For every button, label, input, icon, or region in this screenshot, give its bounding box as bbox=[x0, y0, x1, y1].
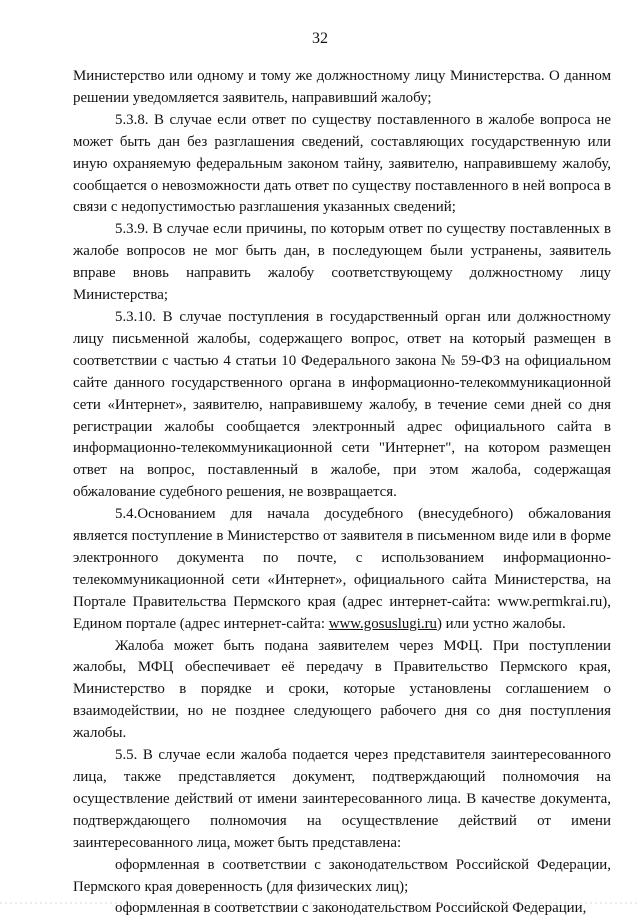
paragraph-1: Министерство или одному и тому же должностному лицу Министерства. О данном решении уведомляется заявитель, направивший жалобу; bbox=[73, 68, 611, 106]
paragraph-5-4-text-after: ) или устно жалобы. bbox=[436, 615, 566, 632]
paragraph-5-5: 5.5. В случае если жалоба подается через представителя заинтересованного лица, также представляется документ, подтверждающий полномочия на осуществление действий от имени заинтересованного лица. В качестве документа, подтверждающего полномочия на осуществление действий от имени заинтересованного лица, может быть представлена: bbox=[73, 747, 611, 851]
paragraph-5-3-8: 5.3.8. В случае если ответ по существу поставленного в жалобе вопроса не может быть дан без разглашения сведений, составляющих государственную или иную охраняемую федеральным законом тайну, заявителю, направившему жалобу, сообщается о невозможности дать ответ по существу поставленного в ней вопроса в связи с недопустимостью разглашения указанных сведений; bbox=[73, 111, 611, 216]
document-body bbox=[73, 66, 611, 920]
gosuslugi-link[interactable]: www.gosuslugi.ru bbox=[328, 615, 437, 632]
paragraph-5-4 bbox=[73, 504, 611, 635]
scan-edge-marks bbox=[0, 893, 640, 905]
paragraph-5-3-10: 5.3.10. В случае поступления в государственный орган или должностному лицу письменной жалобы, содержащего вопрос, ответ на который размещен в соответствии с частью 4 статьи 10 Федерального закона № 59-ФЗ на официальном сайте данного государственного органа в информационно-телекоммуникационной сети «Интернет», заявителю, направившему жалобу, в течение семи дней со дня регистрации жалобы сообщается электронный адрес официального сайта в информационно-телекоммуникационной сети "Интернет", на котором размещен ответ на вопрос, поставленный в жалобе, при этом жалоба, содержащая обжалование судебного решения, не возвращается. bbox=[73, 308, 611, 501]
paragraph-5-4-text-before: 5.4.Основанием для начала досудебного (внесудебного) обжалования является поступление в Министерство от заявителя в письменном виде или в форме электронного документа по почте, с использованием информационно-телекоммуникационной сети «Интернет», официального сайта Министерства, на Портале Правительства Пермского края (адрес интернет-сайта: www.permkrai.ru), Едином портале (адрес интернет-сайта: bbox=[73, 506, 611, 632]
paragraph-power-of-attorney-continued: оформленная в соответствии с законодательством Российской Федерации, bbox=[115, 900, 587, 917]
page-number: 32 bbox=[312, 30, 328, 47]
paragraph-5-3-9: 5.3.9. В случае если причины, по которым ответ по существу поставленных в жалобе вопросов не мог быть дан, в последующем были устранены, заявитель вправе вновь направить жалобу соответствующему должностному лицу Министерства; bbox=[73, 221, 611, 304]
paragraph-power-of-attorney-individuals: оформленная в соответствии с законодательством Российской Федерации, Пермского края доверенность (для физических лиц); bbox=[73, 856, 611, 895]
paragraph-mfc: Жалоба может быть подана заявителем через МФЦ. При поступлении жалобы, МФЦ обеспечивает её передачу в Правительство Пермского края, Министерство в порядке и сроки, которые установлены соглашением о взаимодействии, но не позднее следующего рабочего дня со дня поступления жалобы. bbox=[73, 637, 611, 742]
